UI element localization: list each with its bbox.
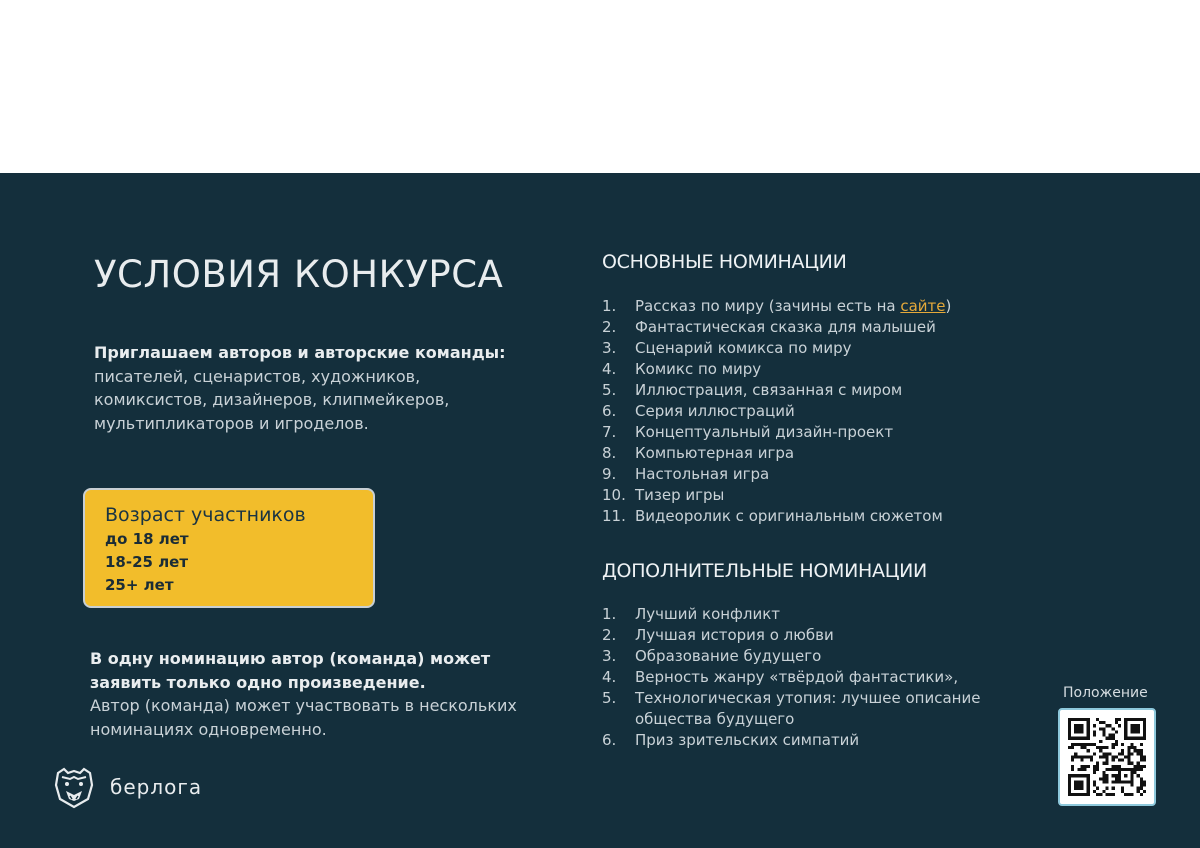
- list-item: [602, 317, 1002, 338]
- age-title: Возраст участников: [105, 504, 306, 526]
- list-item: [602, 730, 982, 751]
- item-text: Приз зрительских симпатий: [635, 731, 860, 749]
- item-text: Фантастическая сказка для малышей: [635, 318, 936, 336]
- conditions-panel: [0, 173, 1200, 848]
- item-number: 4.: [602, 360, 617, 378]
- item-text: Сценарий комикса по миру: [635, 339, 852, 357]
- item-text: Комикс по миру: [635, 360, 762, 378]
- item-text: Лучший конфликт: [635, 605, 781, 623]
- bear-head-icon: [50, 763, 98, 811]
- item-number: 1.: [602, 297, 617, 315]
- qr-label: Положение: [1063, 685, 1148, 701]
- item-number: 3.: [602, 647, 617, 665]
- age-box: [83, 488, 375, 608]
- list-item: [602, 646, 982, 667]
- item-number: 5.: [602, 381, 617, 399]
- item-text: [635, 296, 1002, 317]
- item-text: Настольная игра: [635, 465, 770, 483]
- item-text: Лучшая история о любви: [635, 626, 834, 644]
- item-number: 10.: [602, 486, 626, 504]
- qr-code-link[interactable]: [1058, 708, 1156, 806]
- main-nominations-list: [602, 296, 1002, 527]
- rule-text: Автор (команда) может участвовать в нескольких номинациях одновременно.: [90, 696, 517, 739]
- age-item: 25+ лет: [105, 576, 174, 594]
- rule-paragraph: [90, 647, 550, 741]
- item-text: Технологическая утопия: лучшее описание общества будущего: [635, 689, 981, 728]
- list-item: [602, 604, 982, 625]
- list-item: [602, 506, 1002, 527]
- age-item: 18-25 лет: [105, 553, 189, 571]
- extra-nominations-title: ДОПОЛНИТЕЛЬНЫЕ НОМИНАЦИИ: [602, 560, 927, 582]
- item-text: Образование будущего: [635, 647, 822, 665]
- rule-lead: В одну номинацию автор (команда) может заявить только одно произведение.: [90, 649, 491, 692]
- item-number: 2.: [602, 318, 617, 336]
- intro-text: писателей, сценаристов, художников, комиксистов, дизайнеров, клипмейкеров, мультипликаторов и игроделов.: [94, 366, 450, 433]
- intro-lead: Приглашаем авторов и авторские команды:: [94, 343, 506, 362]
- item-text: Иллюстрация, связанная с миром: [635, 381, 903, 399]
- list-item: [602, 443, 1002, 464]
- list-item: [602, 625, 982, 646]
- list-item: [602, 401, 1002, 422]
- item-text: Тизер игры: [635, 486, 725, 504]
- list-item: [602, 485, 1002, 506]
- item-number: 6.: [602, 402, 617, 420]
- main-nominations-title: ОСНОВНЫЕ НОМИНАЦИИ: [602, 251, 847, 273]
- list-item: [602, 688, 982, 730]
- item-number: 5.: [602, 689, 617, 707]
- item-number: 11.: [602, 507, 626, 525]
- item-number: 2.: [602, 626, 617, 644]
- item-number: 3.: [602, 339, 617, 357]
- list-item: [602, 359, 1002, 380]
- item-number: 9.: [602, 465, 617, 483]
- item-text: Серия иллюстраций: [635, 402, 795, 420]
- extra-nominations-list: [602, 604, 982, 751]
- list-item: [602, 338, 1002, 359]
- list-item: [602, 380, 1002, 401]
- brand-logo: [50, 763, 202, 811]
- age-item: до 18 лет: [105, 530, 189, 548]
- intro-paragraph: [94, 341, 534, 435]
- list-item: [602, 422, 1002, 443]
- item-number: 1.: [602, 605, 617, 623]
- qr-code-icon: [1068, 718, 1146, 796]
- page-title: УСЛОВИЯ КОНКУРСА: [94, 253, 504, 296]
- item-number: 4.: [602, 668, 617, 686]
- item-number: 8.: [602, 444, 617, 462]
- item-number: 6.: [602, 731, 617, 749]
- item-text-part: ): [945, 297, 952, 315]
- item-number: 7.: [602, 423, 617, 441]
- list-item: [602, 296, 1002, 317]
- item-text: Верность жанру «твёрдой фантастики»,: [635, 668, 959, 686]
- list-item: [602, 464, 1002, 485]
- item-text-part: Рассказ по миру (зачины есть на: [635, 297, 901, 315]
- item-text: Концептуальный дизайн-проект: [635, 423, 894, 441]
- site-link[interactable]: сайте: [900, 297, 946, 315]
- item-text: Видеоролик с оригинальным сюжетом: [635, 507, 943, 525]
- brand-name: берлога: [110, 775, 203, 799]
- item-text: Компьютерная игра: [635, 444, 795, 462]
- list-item: [602, 667, 982, 688]
